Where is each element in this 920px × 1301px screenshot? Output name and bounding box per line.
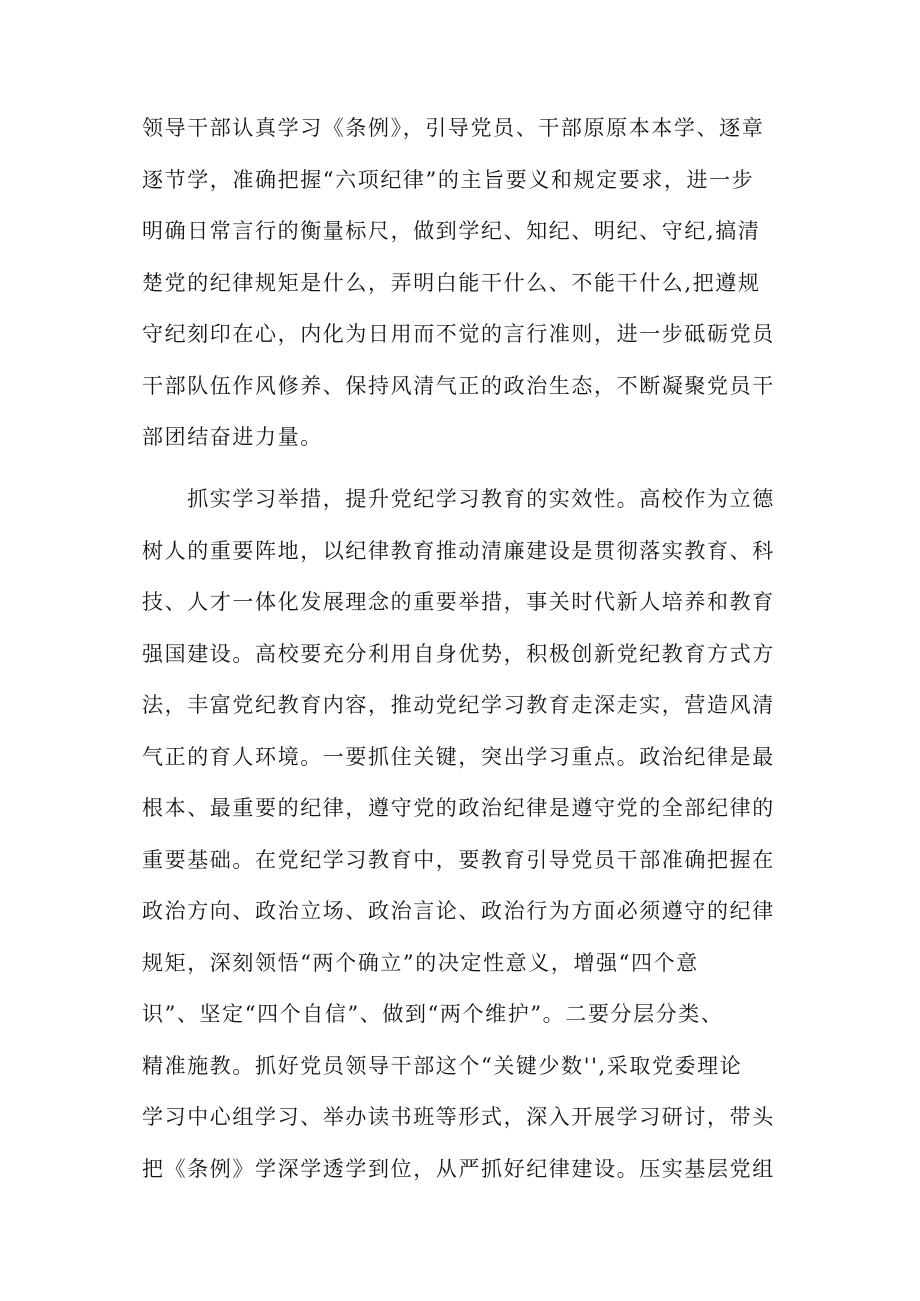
text-line: 强国建设。高校要充分利用自身优势，积极创新党纪教育方式方 bbox=[142, 641, 775, 666]
text-line: 根本、最重要的纪律，遵守党的政治纪律是遵守党的全部纪律的 bbox=[142, 796, 775, 820]
text-line: 树人的重要阵地，以纪律教育推动清廉建设是贯彻落实教育、科 bbox=[142, 538, 775, 563]
text-line: 干部队伍作风修养、保持风清气正的政治生态，不断凝聚党员干 bbox=[142, 373, 775, 398]
text-line: 气正的育人环境。一要抓住关键，突出学习重点。政治纪律是最 bbox=[142, 744, 775, 769]
text-line: 技、人才一体化发展理念的重要举措，事关时代新人培养和教育 bbox=[142, 590, 775, 614]
text-line: 政治方向、政治立场、政治言论、政治行为方面必须遵守的纪律 bbox=[142, 899, 775, 923]
paragraph-2 bbox=[142, 474, 792, 1195]
text-line: 部团结奋进力量。 bbox=[142, 425, 323, 449]
text-line: 识”、坚定“四个自信”、做到“两个维护”。二要分层分类、 bbox=[142, 1002, 724, 1026]
text-line: 规矩，深刻领悟“两个确立”的决定性意义，增强“四个意 bbox=[142, 950, 699, 975]
text-line: 逐节学，准确把握“六项纪律”的主旨要义和规定要求，进一步 bbox=[142, 167, 755, 192]
text-line: 明确日常言行的衡量标尺，做到学纪、知纪、明纪、守纪,搞清 bbox=[142, 219, 761, 243]
text-line: 守纪刻印在心，内化为日用而不觉的言行准则，进一步砥砺党员 bbox=[142, 322, 775, 346]
text-line: 学习中心组学习、举办读书班等形式，深入开展学习研讨，带头 bbox=[142, 1105, 775, 1129]
paragraph-1 bbox=[142, 103, 792, 464]
text-line: 重要基础。在党纪学习教育中，要教育引导党员干部准确把握在 bbox=[142, 847, 775, 872]
text-line: 抓实学习举措，提升党纪学习教育的实效性。高校作为立德 bbox=[142, 487, 775, 511]
text-line: 楚党的纪律规矩是什么，弄明白能干什么、不能干什么,把遵规 bbox=[142, 270, 761, 295]
text-line: 领导干部认真学习《条例》，引导党员、干部原原本本学、逐章 bbox=[142, 116, 765, 140]
text-line: 把《条例》学深学透学到位，从严抓好纪律建设。压实基层党组 bbox=[142, 1156, 775, 1181]
text-line: 精准施教。抓好党员领导干部这个“关键少数'',采取党委理论 bbox=[142, 1053, 743, 1078]
text-line: 法，丰富党纪教育内容，推动党纪学习教育走深走实，营造风清 bbox=[142, 693, 775, 717]
